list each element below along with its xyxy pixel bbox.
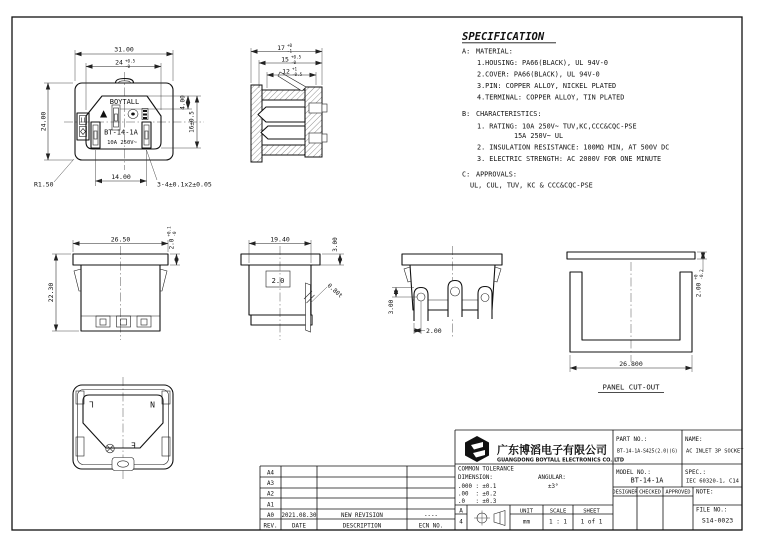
rev-cell: A0	[267, 513, 274, 519]
spec-b-label: B:	[462, 110, 471, 118]
part-no-label: PART NO.:	[616, 437, 648, 443]
cert-mark-bar	[143, 110, 147, 112]
dim-cutout-panel-dn: -0.2	[699, 269, 705, 280]
live-marking: L	[89, 399, 94, 409]
kc-mark-dot	[131, 113, 135, 116]
rev-ecn-cell: ----	[424, 513, 438, 519]
dim-front-radius: R1.50	[34, 180, 54, 189]
angular-value: ±3°	[548, 484, 559, 490]
dim-profile-flange: 3.00	[332, 237, 339, 252]
spec-a-heading: MATERIAL:	[476, 47, 513, 56]
terminal-right	[478, 287, 492, 320]
dim-depth1-up: +0	[287, 43, 293, 48]
dim-depth1-dn: -1	[287, 48, 293, 54]
terminal-exit	[322, 104, 327, 112]
dim-cutout-panel-up: +0	[693, 274, 699, 280]
rev-cell: A4	[267, 470, 274, 477]
dim-bottom-hole-pitch: 2.00	[426, 327, 442, 335]
dim-profile-terminal-thickness: 0.80t	[325, 282, 344, 300]
scale-value: 1 : 1	[548, 518, 568, 526]
tolerance-row: .000 : ±0.1	[458, 484, 497, 490]
file-no-value: S14-0023	[701, 516, 734, 525]
earth-terminal	[112, 458, 134, 471]
unit-label: UNIT	[519, 508, 534, 515]
neutral-marking: N	[150, 400, 155, 410]
model-no-label: MODEL NO.:	[616, 470, 651, 476]
spec-b-heading: CHARACTERISTICS:	[476, 110, 542, 118]
company-name-cn: 广东博滔电子有限公司	[497, 443, 607, 457]
note-label: NOTE:	[696, 489, 714, 496]
terminal-center	[448, 281, 462, 318]
spec-line: 3. ELECTRIC STRENGTH: AC 2000V FOR ONE MINUTE	[477, 155, 662, 163]
fuse-rating-label: 2.0	[271, 277, 285, 285]
spec-c-heading: APPROVALS:	[476, 170, 517, 179]
flange-section	[251, 85, 262, 162]
rating-marking: 10A 250V~	[107, 140, 137, 146]
dim-front-opening-tol-dn: -0	[125, 64, 131, 69]
dim-side-lip: 2.0	[168, 238, 176, 250]
rev-header-date: DATE	[292, 523, 306, 530]
spec-line: 1. RATING: 10A 250V~ TUV,KC,CCC&CQC-PSE	[477, 122, 637, 131]
cert-mark-bar	[143, 117, 147, 119]
tolerance-title: COMMON TOLERANCE	[458, 466, 514, 473]
dim-depth2: 15	[281, 55, 289, 64]
dim-front-pin-pitch: 14.00	[111, 173, 131, 181]
dim-front-pin-note: 3-4±0.1x2±0.05	[157, 180, 212, 189]
cert-mark-bar	[143, 114, 147, 116]
dim-side-lip-dn: -0	[172, 231, 177, 237]
pin-blade-upper	[258, 107, 305, 122]
spec-line: 15A 250V~ UL	[514, 132, 564, 140]
side-terminal	[306, 283, 311, 332]
angular-label: ANGULAR:	[538, 475, 566, 481]
terminal-slot	[309, 133, 322, 143]
cutout-caption: PANEL CUT-OUT	[602, 382, 660, 392]
dim-front-height: 24.00	[39, 111, 48, 132]
file-no-label: FILE NO.:	[696, 507, 728, 514]
spec-line: 2.COVER: PA66(BLACK), UL 94V-0	[477, 70, 600, 79]
approved-label: APPROVED	[665, 489, 691, 496]
dim-depth1: 17	[277, 43, 285, 52]
dim-depth3: 12	[282, 67, 290, 76]
pin-blade-lower	[261, 126, 305, 139]
scale-label: SCALE	[549, 508, 567, 515]
dim-side-lip-up: +0.1	[166, 226, 172, 237]
rev-header-rev: REV.	[263, 523, 278, 530]
dim-front-opening-tol-up: +0.5	[125, 58, 136, 64]
sheet-label: SHEET	[583, 508, 600, 515]
dim-profile-width: 19.40	[270, 235, 290, 244]
terminal-hole	[451, 287, 460, 296]
terminal-slot	[309, 103, 322, 113]
checked-label: CHECKED	[639, 489, 661, 496]
unit-value: mm	[522, 518, 531, 526]
spec-line: 4.TERMINAL: COPPER ALLOY, TIN PLATED	[477, 93, 625, 102]
dim-side-width: 26.50	[110, 235, 131, 244]
spec-c-label: C:	[462, 170, 471, 179]
dimension-label: DIMENSION:	[458, 475, 493, 481]
company-name-en: GUANGDONG BOYTALL ELECTRONICS CO.,LTD	[497, 457, 624, 464]
dim-cutout-width: 26.800	[619, 360, 643, 368]
dim-cutout-panel: 2.00	[695, 282, 703, 298]
tolerance-row: .0 : ±0.3	[458, 499, 497, 505]
dim-depth3-dn: -0.5	[292, 72, 303, 77]
rev-desc-cell: NEW REVISION	[341, 513, 383, 519]
spec-label: SPEC.:	[685, 470, 706, 476]
earth-marking: E	[131, 440, 136, 450]
sheet-value: 1 of 1	[580, 518, 603, 526]
part-no-value: BT-14-1A-S425(2.0)(G)	[617, 449, 678, 455]
rev-cell: A1	[267, 502, 274, 509]
spec-line: 3.PIN: COPPER ALLOY, NICKEL PLATED	[477, 82, 617, 90]
rev-date-cell: 2021.08.30	[281, 513, 317, 519]
dim-front-fuse-offset: 4.00	[179, 95, 187, 110]
wall-top-section	[262, 90, 305, 100]
spec-a-label: A:	[462, 47, 471, 56]
name-value: AC INLET 3P SOCKET	[686, 448, 744, 455]
designer-label: DESIGNER	[612, 489, 638, 496]
dim-front-width: 31.00	[114, 45, 134, 54]
tolerance-row: .00 : ±0.2	[458, 491, 497, 498]
spec-line: 2. INSULATION RESISTANCE: 100MΩ MIN, AT 500V DC	[477, 143, 670, 152]
spec-line: UL, CUL, TUV, KC & CCC&CQC-PSE	[470, 181, 593, 190]
rev-header-ecn: ECN NO.	[418, 523, 444, 530]
spec-value: IEC 60320-1, C14	[686, 478, 739, 485]
spec-line: 1.HOUSING: PA66(BLACK), UL 94V-0	[477, 59, 608, 67]
terminal-exit	[322, 134, 327, 142]
dim-bottom-hole-offset: 3.00	[388, 299, 395, 315]
rev-cell: A3	[267, 481, 274, 487]
rev-cell: A2	[267, 491, 274, 498]
dim-front-opening: 24	[115, 58, 123, 67]
dim-side-height: 22.30	[47, 282, 55, 303]
wall-bottom-section	[262, 145, 305, 155]
model-no-value: BT-14-1A	[630, 476, 664, 485]
dim-depth2-dn: -0	[291, 60, 297, 65]
paper-size-row1: A	[459, 507, 463, 515]
model-marking: BT-14-1A	[104, 128, 138, 137]
rear-cap-section	[305, 87, 322, 157]
name-label: NAME:	[685, 437, 703, 443]
dim-depth3-up: +1	[292, 66, 298, 72]
rev-header-desc: DESCRIPTION	[342, 523, 382, 530]
terminal-hole	[481, 294, 489, 302]
spec-title: SPECIFICATION	[462, 31, 545, 43]
dim-depth2-up: +0.5	[291, 54, 302, 60]
brand-marking: BOYTALL	[109, 98, 140, 106]
terminal-hole	[417, 293, 425, 301]
dim-front-slot-height: 16±0.5	[188, 111, 196, 133]
paper-size-row2: 4	[459, 518, 463, 526]
